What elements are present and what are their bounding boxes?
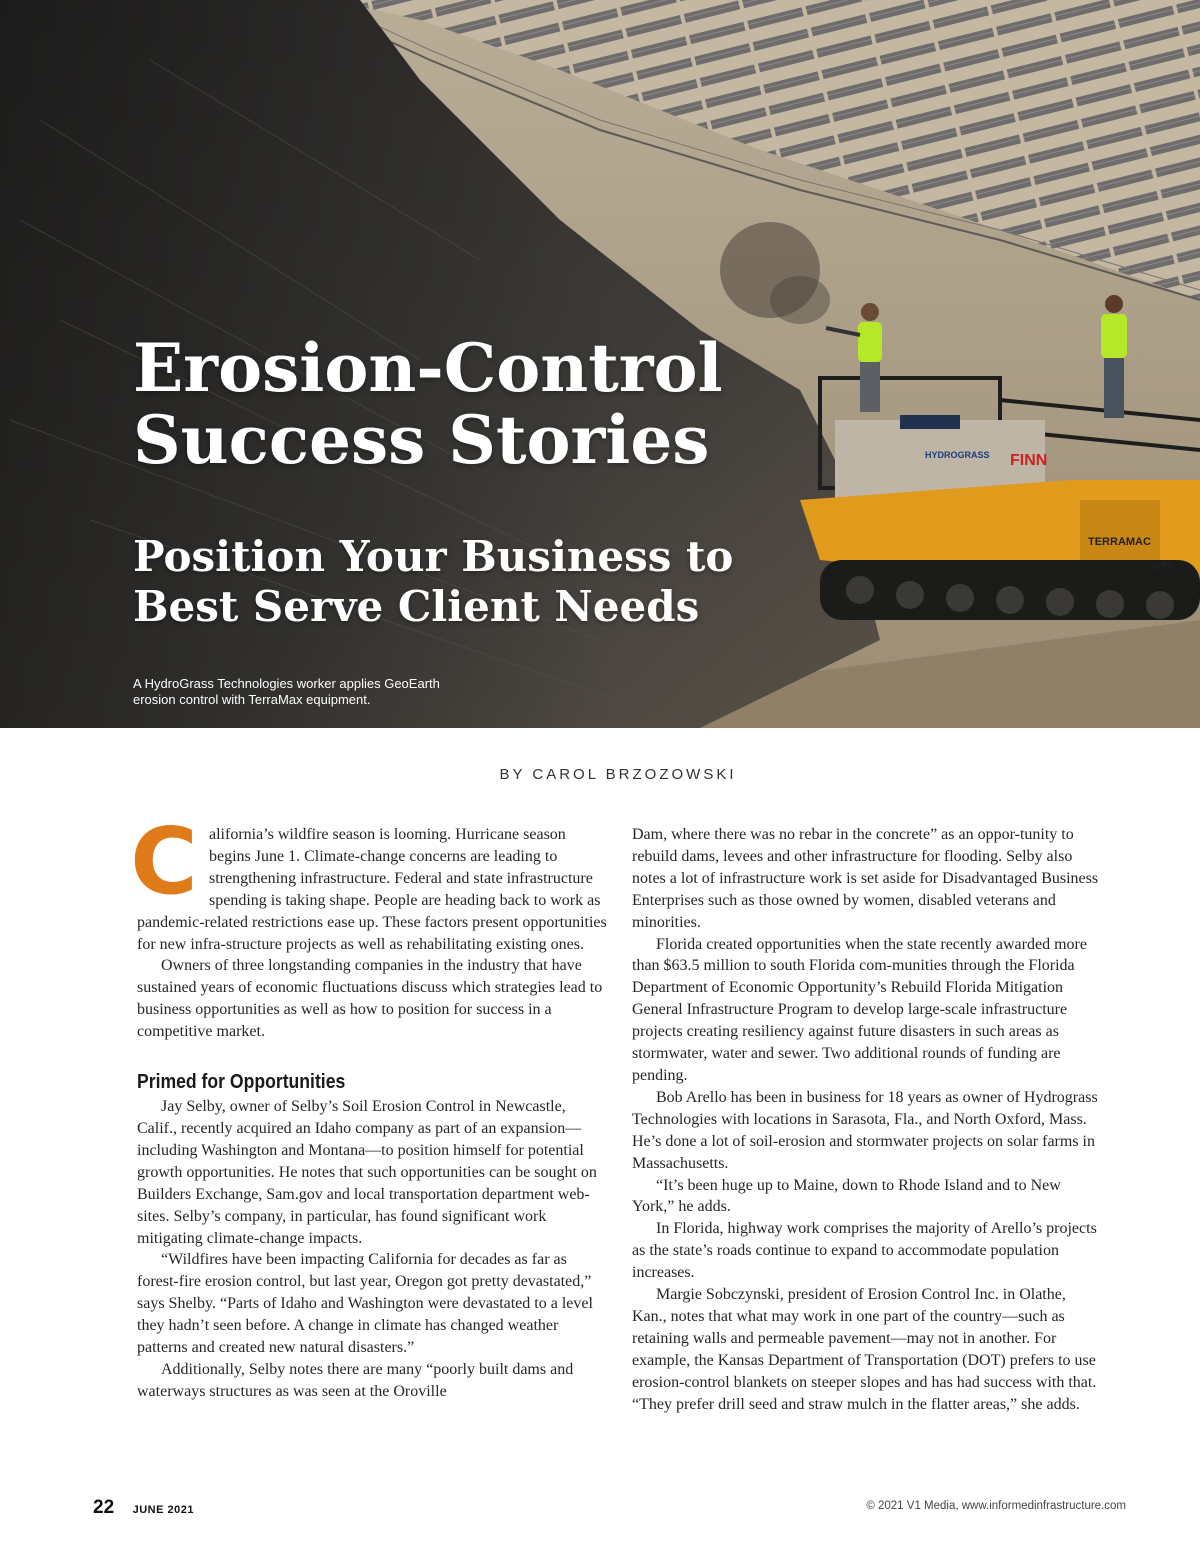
paragraph: Florida created opportunities when the state recently awarded more than $63.5 million to south Florida com-munities through the Florida Department of Economic Opportunity’s Rebuild Florida Mitigation General Infrastructure Program to develop large-scale infrastructure projects creating resiliency against future disasters in such areas as stormwater, water and sewer. Two additional rounds of funding are pending.	[632, 935, 1087, 1084]
article-title: Erosion-Control Success Stories	[133, 329, 723, 479]
paragraph: Dam, where there was no rebar in the concrete” as an oppor-tunity to rebuild dams, levees and other infrastructure for flooding. Selby also notes a lot of infrastructure work is set aside for Disadvantaged Business Enterprises such as those owned by women, disabled veterans and minorities.	[632, 826, 1099, 931]
section-heading: Primed for Opportunities	[137, 1071, 346, 1094]
photo-caption: A HydroGrass Technologies worker applies GeoEarth erosion control with TerraMax equipment.	[133, 676, 440, 707]
vehicle-label-terramac: TERRAMAC	[1088, 536, 1151, 548]
footer-copyright: © 2021 V1 Media, www.informedinfrastructure.com	[866, 1500, 1126, 1512]
byline: BY CAROL BRZOZOWSKI	[499, 766, 737, 783]
page-number: 22	[93, 1497, 115, 1518]
paragraph: In Florida, highway work comprises the majority of Arello’s projects as the state’s roads continue to expand to accommodate population increases.	[632, 1220, 1097, 1282]
paragraph: “Wildfires have been impacting California for decades as far as forest-fire erosion control, but last year, Oregon got pretty devastated,” says Shelby. “Parts of Idaho and Washington were devastated to a level they hadn’t seen before. A change in climate has changed weather patterns and created new natural disasters.”	[137, 1251, 593, 1357]
footer-folio	[93, 1497, 194, 1519]
vehicle-label-model: RT9	[1152, 561, 1173, 573]
hero-photo	[0, 0, 1200, 728]
paragraph: Margie Sobczynski, president of Erosion Control Inc. in Olathe, Kan., notes that what may work in one part of the country—such as retaining walls and permeable pavement—may not in another. For example, the Kansas Department of Transportation (DOT) prefers to use erosion-control blankets on steeper slopes and has had success with that. “They prefer drill seed and straw mulch in the flatter areas,” she adds.	[632, 1286, 1097, 1413]
article-subtitle: Position Your Business to Best Serve Client Needs	[133, 532, 734, 631]
drop-cap: C	[130, 808, 198, 915]
paragraph: Bob Arello has been in business for 18 years as owner of Hydrograss Technologies with locations in Sarasota, Fla., and North Oxford, Mass. He’s done a lot of soil-erosion and stormwater projects on solar farms in Massachusetts.	[632, 1088, 1098, 1172]
issue-date: JUNE 2021	[132, 1504, 194, 1516]
article-column-left	[130, 808, 607, 1403]
vehicle-label-finn: FINN	[1010, 452, 1048, 469]
paragraph: Owners of three longstanding companies in the industry that have sustained years of economic fluctuations discuss which strategies lead to business opportunities as well as how to position for success in a competitive market.	[137, 957, 603, 1041]
vehicle-label-hydrograss: HYDROGRASS	[925, 450, 990, 460]
paragraph: “It’s been huge up to Maine, down to Rhode Island and to New York,” he adds.	[632, 1176, 1061, 1216]
paragraph: Additionally, Selby notes there are many “poorly built dams and waterways structures as was seen at the Oroville	[137, 1360, 574, 1400]
paragraph-intro: California’s wildfire season is looming. Hurricane season begins June 1. Climate-change concerns are leading to strengthening infrastructure. Federal and state infrastructure spending is taking shape. People are heading back to work as pandemic-related restrictions ease up. These factors present opportunities for new infra-structure projects as well as rehabilitating existing ones.	[137, 824, 607, 955]
paragraph: Jay Selby, owner of Selby’s Soil Erosion Control in Newcastle, Calif., recently acquired an Idaho company as part of an expansion—including Washington and Montana—to position himself for potential growth opportunities. He notes that such opportunities can be sought on Builders Exchange, Sam.gov and local transportation department web-sites. Selby’s company, in particular, has found significant work mitigating climate-change impacts.	[137, 1098, 597, 1247]
article-column-right	[632, 824, 1102, 1415]
